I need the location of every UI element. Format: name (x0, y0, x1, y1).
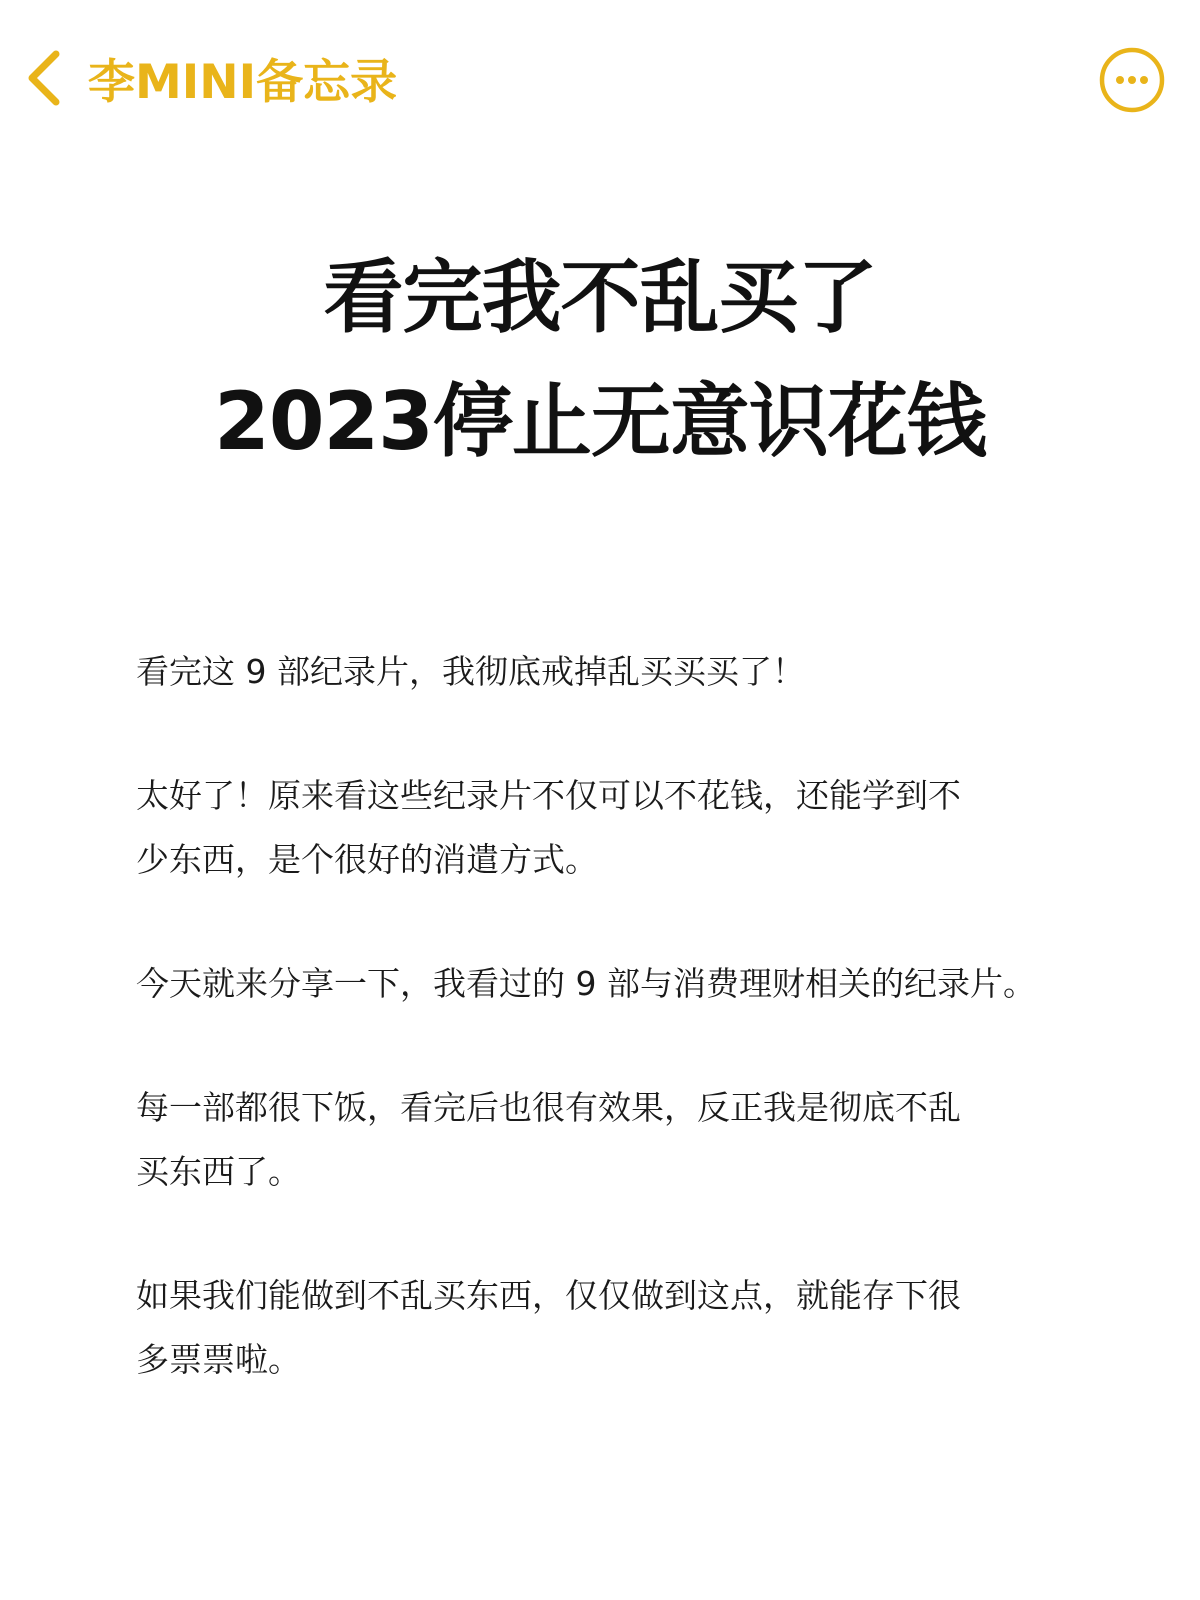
note-title (0, 236, 1200, 484)
back-button-label: 李MINI备忘录 (88, 54, 398, 110)
paragraph-1 (136, 640, 1096, 704)
more-options-button[interactable] (1098, 46, 1166, 114)
paragraph-4 (136, 1076, 1096, 1204)
back-button[interactable] (22, 40, 397, 116)
paragraph-line: 少东西，是个很好的消遣方式。 (136, 840, 598, 879)
paragraph-line: 每一部都很下饭，看完后也很有效果，反正我是彻底不乱 (136, 1088, 961, 1127)
paragraph-line: 多票票啦。 (136, 1340, 301, 1379)
paragraph-line: 如果我们能做到不乱买东西，仅仅做到这点，就能存下很 (136, 1276, 961, 1315)
title-line-1: 看完我不乱买了 (323, 251, 877, 344)
paragraph-line: 买东西了。 (136, 1152, 301, 1191)
paragraph-line: 看完这 9 部纪录片，我彻底戒掉乱买买买了！ (136, 652, 805, 691)
chevron-left-icon (22, 46, 66, 110)
title-line-2: 2023停止无意识花钱 (214, 375, 986, 468)
paragraph-5 (136, 1264, 1096, 1392)
note-body (136, 640, 1096, 1452)
paragraph-3 (136, 952, 1096, 1016)
more-horizontal-icon (1098, 46, 1166, 114)
paragraph-2 (136, 764, 1096, 892)
paragraph-line: 太好了！原来看这些纪录片不仅可以不花钱，还能学到不 (136, 776, 961, 815)
navigation-bar (0, 0, 1200, 160)
paragraph-line: 今天就来分享一下，我看过的 9 部与消费理财相关的纪录片。 (136, 964, 1036, 1003)
